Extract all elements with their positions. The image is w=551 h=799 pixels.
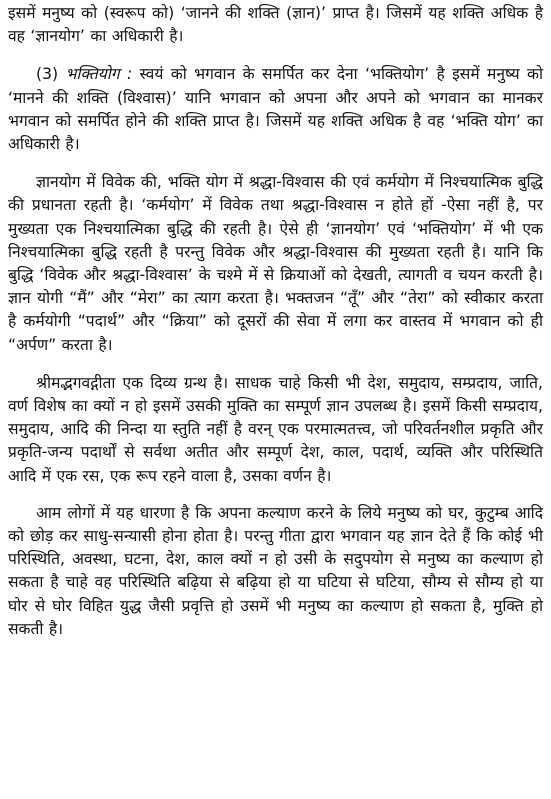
- section-number: (3): [36, 65, 66, 84]
- paragraph-yoga-comparison: [8, 171, 543, 357]
- paragraph-jnana-shakti: [8, 2, 543, 48]
- paragraph-gita-divine: [8, 372, 543, 488]
- paragraph-text: ज्ञानयोग में विवेक की, भक्ति योग में श्रद्धा-विश्वास की एवं कर्मयोग में निश्चयात्मिक बुद्धि की प्रधानता रहती है। ‘कर्मयोग’ में विवेक तथा श्रद्धा-विश्वास न होते हों -ऐसा नहीं है, पर मुख्यता एक निश्चयात्मिका बुद्धि की रहती है। ऐसे ही ‘ज्ञानयोग’ एवं ‘भक्तियोग’ में भी एक निश्चयात्मिका बुद्धि रहती है परन्तु विवेक और श्रद्धा-विश्वास की मुख्यता रहती है। यानि कि बुद्धि ‘विवेक और श्रद्धा-विश्वास’ के चश्मे में से क्रियाओं को देखती, त्यागती व चयन करती है। ज्ञान योगी “मैं” और “मेरा” का त्याग करता है। भक्तजन “तूँ” और “तेरा” को स्वीकार करता है कर्मयोगी “पदार्थ” और “क्रिया” को दूसरों की सेवा में लगा कर वास्तव में भगवान को ही “अर्पण” करता है।: [8, 173, 543, 354]
- paragraph-common-belief: [8, 502, 543, 641]
- paragraph-text: स्वयं को भगवान के समर्पित कर देना ‘भक्तियोग’ है इसमें मनुष्य को ‘मानने की शक्ति (विश्वास)’ यानि भगवान को अपना और अपने को भगवान का मानकर भगवान को समर्पित होने की शक्ति प्राप्त है। जिसमें यह शक्ति अधिक है वह ‘भक्ति योग’ का अधिकारी है।: [8, 65, 544, 154]
- paragraph-text: इसमें मनुष्य को (स्वरूप को) ‘जानने की शक्ति (ज्ञान)’ प्राप्त है। जिसमें यह शक्ति अधिक है वह ‘ज्ञानयोग’ का अधिकारी है।: [8, 4, 543, 46]
- paragraph-text: श्रीमद्भगवद्गीता एक दिव्य ग्रन्थ है। साधक चाहे किसी भी देश, समुदाय, सम्प्रदाय, जाति, वर्ण विशेष का क्यों न हो इसमें उसकी मुक्ति का सम्पूर्ण ज्ञान उपलब्ध है। इसमें किसी सम्प्रदाय, समुदाय, आदि की निन्दा या स्तुति नहीं है वरन् एक परमात्मतत्त्व, जो परिवर्तनशील प्रकृति और प्रकृति-जन्य पदार्थों से सर्वथा अतीत और सम्पूर्ण देश, काल, पदार्थ, व्यक्ति और परिस्थिति आदि में एक रस, एक रूप रहने वाला है, उसका वर्णन है।: [8, 373, 543, 485]
- section-term: भक्तियोग :: [65, 65, 140, 84]
- paragraph-text: आम लोगों में यह धारणा है कि अपना कल्याण करने के लिये मनुष्य को घर, कुटुम्ब आदि को छोड़ कर साधु-सन्यासी होना होता है। परन्तु गीता द्वारा भगवान यह ज्ञान देते हैं कि कोई भी परिस्थिति, अवस्था, घटना, देश, काल क्यों न हो उसी के सदुपयोग से मनुष्य का कल्याण हो सकता है चाहे वह परिस्थिति बढ़िया से बढ़िया हो या घटिया से घटिया, सौम्य से सौम्य हो या घोर से घोर विहित युद्ध जैसी प्रवृत्ति हो उसमें भी मनुष्य का कल्याण हो सकता है, मुक्ति हो सकती है।: [8, 503, 543, 638]
- paragraph-bhaktiyoga: [8, 63, 543, 156]
